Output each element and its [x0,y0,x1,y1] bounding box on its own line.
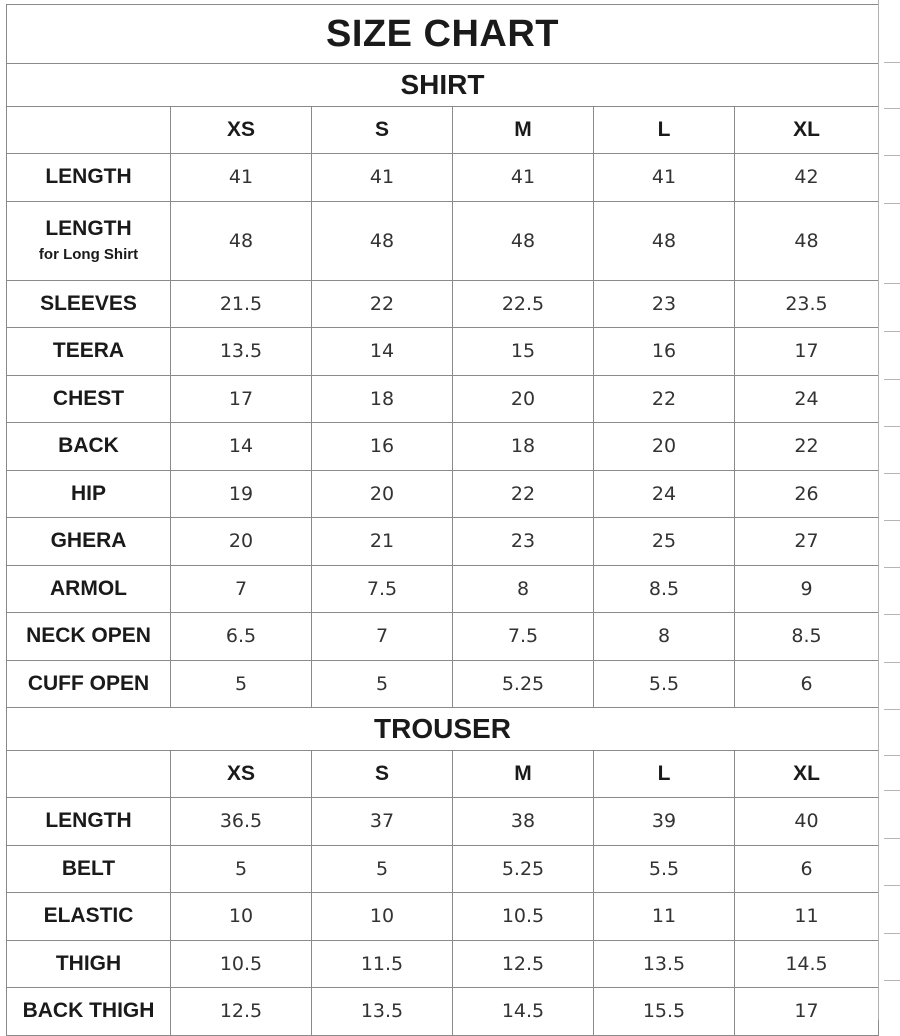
edge-tick [884,520,900,521]
right-edge-rule [878,0,879,1020]
value-cell: 27 [735,518,879,566]
value-cell: 12.5 [171,988,312,1036]
value-cell: 5.25 [453,660,594,708]
row-label: TEERA [52,339,125,363]
size-header-xs: XS [171,107,312,154]
value-cell: 22 [453,470,594,518]
table-row [7,940,879,988]
row-label: ELASTIC [43,904,134,928]
value-cell: 14.5 [735,940,879,988]
value-cell: 5.5 [594,660,735,708]
value-cell: 16 [594,328,735,376]
edge-tick [884,473,900,474]
value-cell: 37 [312,798,453,846]
edge-tick [884,426,900,427]
value-cell: 5 [312,845,453,893]
shirt-size-header-row [7,107,879,154]
edge-tick [884,155,900,156]
table-row [7,613,879,661]
edge-tick [884,283,900,284]
value-cell: 21.5 [171,280,312,328]
size-header-xs: XS [171,751,312,798]
value-cell: 48 [453,201,594,280]
table-row [7,280,879,328]
value-cell: 24 [594,470,735,518]
value-cell: 39 [594,798,735,846]
value-cell: 14 [312,328,453,376]
value-cell: 15.5 [594,988,735,1036]
value-cell: 18 [312,375,453,423]
row-label: CUFF OPEN [27,671,150,695]
value-cell: 6 [735,660,879,708]
value-cell: 20 [453,375,594,423]
row-sublabel: for Long Shirt [38,246,139,264]
value-cell: 26 [735,470,879,518]
row-label-cell [7,201,171,280]
edge-tick [884,108,900,109]
value-cell: 41 [312,154,453,202]
edge-tick [884,885,900,886]
value-cell: 13.5 [171,328,312,376]
value-cell: 8.5 [594,565,735,613]
row-label: SLEEVES [40,291,137,315]
value-cell: 40 [735,798,879,846]
table-row [7,845,879,893]
table-row [7,518,879,566]
value-cell: 10.5 [171,940,312,988]
row-label-cell [7,940,171,988]
value-cell: 17 [735,988,879,1036]
row-label-cell [7,988,171,1036]
value-cell: 11 [735,893,879,941]
size-chart-table [6,4,879,1036]
value-cell: 48 [594,201,735,280]
trouser-size-header-row [7,751,879,798]
row-label-cell [7,423,171,471]
value-cell: 10 [312,893,453,941]
size-header-l: L [594,751,735,798]
value-cell: 7 [312,613,453,661]
edge-tick [884,62,900,63]
chart-title: SIZE CHART [7,5,879,64]
value-cell: 18 [453,423,594,471]
value-cell: 5 [312,660,453,708]
value-cell: 6 [735,845,879,893]
value-cell: 23 [594,280,735,328]
value-cell: 48 [735,201,879,280]
row-label-cell [7,565,171,613]
value-cell: 10 [171,893,312,941]
size-header-l: L [594,107,735,154]
value-cell: 16 [312,423,453,471]
row-label: CHEST [52,386,125,410]
table-row [7,154,879,202]
value-cell: 13.5 [594,940,735,988]
value-cell: 24 [735,375,879,423]
edge-tick [884,980,900,981]
value-cell: 41 [594,154,735,202]
table-row [7,798,879,846]
shirt-section-heading: SHIRT [7,64,879,107]
value-cell: 11.5 [312,940,453,988]
value-cell: 48 [171,201,312,280]
edge-tick [884,709,900,710]
row-label: NECK OPEN [26,624,151,648]
value-cell: 5.5 [594,845,735,893]
row-label-cell [7,470,171,518]
value-cell: 14.5 [453,988,594,1036]
value-cell: 6.5 [171,613,312,661]
trouser-section-heading: TROUSER [7,708,879,751]
row-label-cell [7,518,171,566]
size-header-xl: XL [735,107,879,154]
table-row [7,201,879,280]
value-cell: 48 [312,201,453,280]
value-cell: 22 [594,375,735,423]
value-cell: 23.5 [735,280,879,328]
row-label: GHERA [50,529,127,553]
table-row [7,660,879,708]
size-header-s: S [312,751,453,798]
value-cell: 17 [171,375,312,423]
row-label: THIGH [55,951,122,975]
value-cell: 22 [312,280,453,328]
edge-tick [884,567,900,568]
row-label-cell [7,328,171,376]
row-label: LENGTH [45,165,132,189]
edge-tick [884,755,900,756]
value-cell: 20 [594,423,735,471]
value-cell: 12.5 [453,940,594,988]
value-cell: 25 [594,518,735,566]
size-chart-sheet [6,4,878,1036]
edge-tick [884,933,900,934]
table-row [7,470,879,518]
value-cell: 36.5 [171,798,312,846]
row-label-cell [7,893,171,941]
value-cell: 19 [171,470,312,518]
edge-tick [884,331,900,332]
value-cell: 7 [171,565,312,613]
value-cell: 5.25 [453,845,594,893]
value-cell: 22.5 [453,280,594,328]
table-row [7,375,879,423]
value-cell: 22 [735,423,879,471]
value-cell: 8 [453,565,594,613]
edge-tick [884,203,900,204]
value-cell: 11 [594,893,735,941]
value-cell: 41 [453,154,594,202]
value-cell: 20 [171,518,312,566]
size-header-m: M [453,107,594,154]
value-cell: 8 [594,613,735,661]
value-cell: 42 [735,154,879,202]
row-label-cell [7,798,171,846]
row-label-cell [7,375,171,423]
row-label: LENGTH [45,217,132,240]
value-cell: 15 [453,328,594,376]
value-cell: 23 [453,518,594,566]
row-label: BACK [58,434,119,458]
table-row [7,988,879,1036]
size-header-s: S [312,107,453,154]
value-cell: 5 [171,845,312,893]
table-row [7,328,879,376]
edge-tick [884,379,900,380]
value-cell: 20 [312,470,453,518]
value-cell: 14 [171,423,312,471]
value-cell: 13.5 [312,988,453,1036]
size-header-m: M [453,751,594,798]
edge-tick [884,838,900,839]
value-cell: 7.5 [453,613,594,661]
value-cell: 17 [735,328,879,376]
value-cell: 21 [312,518,453,566]
value-cell: 9 [735,565,879,613]
row-label-cell [7,613,171,661]
size-header-xl: XL [735,751,879,798]
value-cell: 8.5 [735,613,879,661]
value-cell: 41 [171,154,312,202]
row-label: BACK THIGH [22,999,155,1023]
edge-tick [884,614,900,615]
corner-cell [7,751,171,798]
corner-cell [7,107,171,154]
table-row [7,565,879,613]
row-label: LENGTH [45,809,132,833]
table-row [7,893,879,941]
edge-tick [884,662,900,663]
row-label: ARMOL [50,576,127,600]
row-label: BELT [61,856,116,880]
value-cell: 10.5 [453,893,594,941]
row-label-cell [7,154,171,202]
row-label-cell [7,660,171,708]
edge-tick [884,790,900,791]
row-label: HIP [70,481,106,505]
row-label-cell [7,280,171,328]
value-cell: 5 [171,660,312,708]
value-cell: 38 [453,798,594,846]
value-cell: 7.5 [312,565,453,613]
row-label-cell [7,845,171,893]
table-row [7,423,879,471]
